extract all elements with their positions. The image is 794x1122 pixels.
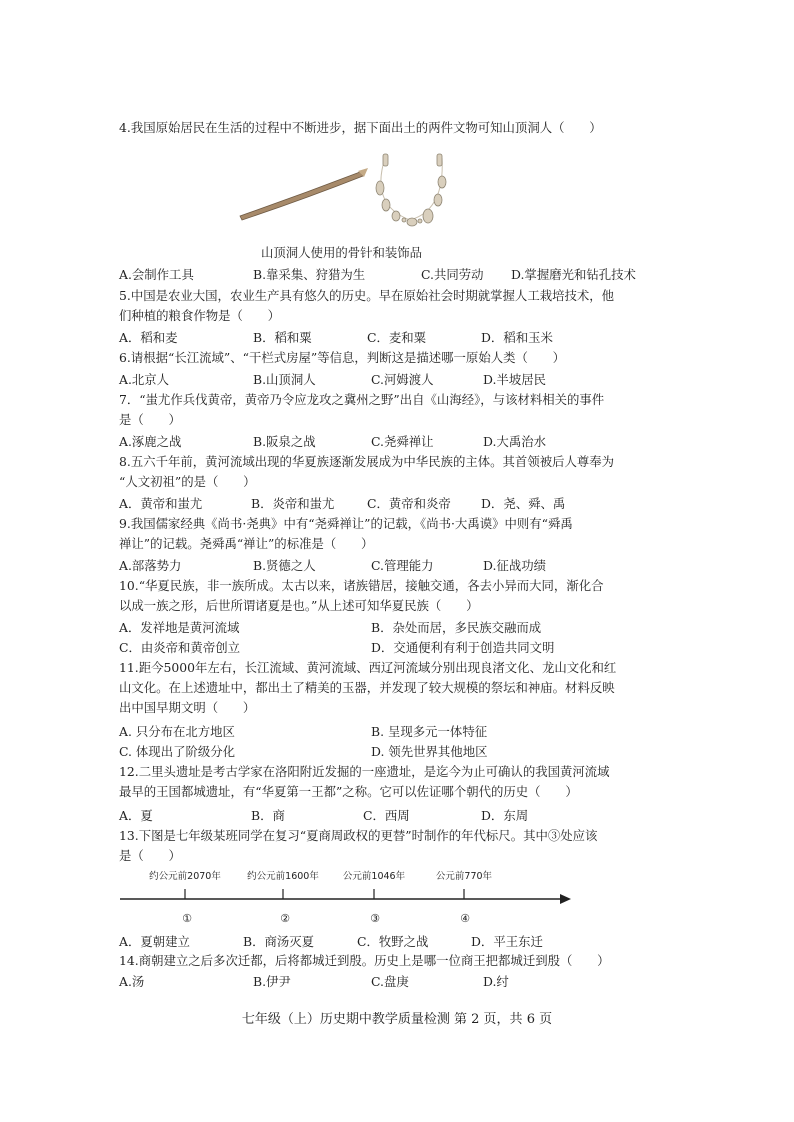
q4-caption: 山顶洞人使用的骨针和装饰品: [261, 245, 423, 260]
q10-stem-line2: 以成一族之形，后世所谓诸夏是也。”从上述可知华夏民族（ ）: [119, 598, 479, 613]
q6-option-d[interactable]: D.半坡居民: [483, 372, 546, 387]
q10-options-row2: [119, 638, 679, 658]
q12-options: [119, 806, 679, 826]
q8-option-a[interactable]: A．黄帝和蚩尤: [119, 496, 203, 511]
q14-stem: 14.商朝建立之后多次迁都，后将都城迁到殷。历史上是哪一位商王把都城迁到殷（ ）: [119, 953, 610, 968]
q5-option-c[interactable]: C．麦和粟: [367, 330, 427, 345]
necklace-icon: [376, 154, 446, 226]
q11-stem-line1: 11.距今5000年左右，长江流域、黄河流域、西辽河流域分别出现良渚文化、龙山文化和红: [119, 660, 617, 675]
q5-option-b[interactable]: B．稻和粟: [253, 330, 312, 345]
q9-option-c[interactable]: C.管理能力: [371, 558, 434, 573]
timeline-date-1: 约公元前2070年: [149, 871, 221, 882]
q4-option-b[interactable]: B.靠采集、狩猎为生: [253, 267, 366, 282]
q4-option-a[interactable]: A.会制作工具: [119, 267, 194, 282]
q6-option-a[interactable]: A.北京人: [119, 372, 170, 387]
q4-options: [119, 265, 679, 285]
q9-option-a[interactable]: A.部落势力: [119, 558, 182, 573]
timeline-mark-2: ②: [280, 912, 290, 925]
timeline-mark-1: ①: [182, 912, 192, 925]
q7-option-c[interactable]: C.尧舜禅让: [371, 434, 434, 449]
q10-stem-line1: 10.“华夏民族，非一族所成。太古以来，诸族错居，接触交通，各去小异而大同，渐化合: [119, 578, 604, 593]
timeline-date-3: 公元前1046年: [342, 871, 406, 882]
q10-options-row1: [119, 618, 679, 638]
q13-option-c[interactable]: C．牧野之战: [357, 934, 429, 949]
q11-stem-line3: 出中国早期文明（ ）: [119, 700, 256, 715]
q13-option-b[interactable]: B．商汤灭夏: [243, 934, 315, 949]
q8-stem-line2: “人文初祖”的是（ ）: [119, 474, 256, 489]
q5-stem-line2: 们种植的粮食作物是（ ）: [119, 308, 281, 323]
q14-options: [119, 972, 679, 992]
q10-option-c[interactable]: C．由炎帝和黄帝创立: [119, 640, 240, 655]
q4-option-d[interactable]: D.掌握磨光和钻孔技术: [511, 267, 636, 282]
q7-option-d[interactable]: D.大禹治水: [483, 434, 546, 449]
timeline-date-2: 约公元前1600年: [247, 871, 319, 882]
timeline-diagram: [115, 864, 575, 926]
q11-options-row2: [119, 742, 679, 762]
timeline-mark-3: ③: [370, 912, 380, 925]
q11-option-d[interactable]: D. 领先世界其他地区: [371, 744, 488, 759]
q10-option-d[interactable]: D．交通便利有利于创造共同文明: [371, 640, 555, 655]
q11-option-c[interactable]: C. 体现出了阶级分化: [119, 744, 236, 759]
q9-stem-line1: 9.我国儒家经典《尚书·尧典》中有“尧舜禅让”的记载，《尚书·大禹谟》中则有“舜禹: [119, 516, 573, 531]
page-footer: 七年级（上）历史期中教学质量检测 第 2 页，共 6 页: [241, 1012, 553, 1027]
q7-option-a[interactable]: A.涿鹿之战: [119, 434, 182, 449]
q6-options: [119, 370, 679, 390]
q8-option-b[interactable]: B．炎帝和蚩尤: [251, 496, 335, 511]
q9-option-d[interactable]: D.征战功绩: [483, 558, 546, 573]
q9-stem-line2: 禅让”的记载。尧舜禹“禅让”的标准是（ ）: [119, 536, 374, 551]
q13-options: [119, 932, 679, 952]
timeline-mark-4: ④: [460, 912, 470, 925]
q9-options: [119, 556, 679, 576]
q14-option-c[interactable]: C.盘庚: [371, 974, 409, 989]
bone-needle-icon: [240, 168, 368, 220]
q13-option-d[interactable]: D．平王东迁: [471, 934, 543, 949]
q12-option-a[interactable]: A．夏: [119, 808, 153, 823]
q12-stem-line2: 最早的王国都城遗址，有“华夏第一王都”之称。它可以佐证哪个朝代的历史（ ）: [119, 784, 578, 799]
q12-option-c[interactable]: C．西周: [363, 808, 410, 823]
timeline-date-4: 公元前770年: [435, 871, 493, 882]
q14-option-a[interactable]: A.汤: [119, 974, 145, 989]
q13-option-a[interactable]: A．夏朝建立: [119, 934, 190, 949]
q11-option-a[interactable]: A. 只分布在北方地区: [119, 724, 235, 739]
q6-stem: 6.请根据“长江流域”、“干栏式房屋”等信息，判断这是描述哪一原始人类（ ）: [119, 350, 566, 365]
q6-option-b[interactable]: B.山顶洞人: [253, 372, 316, 387]
q4-stem: 4.我国原始居民在生活的过程中不断进步，据下面出土的两件文物可知山顶洞人（ ）: [119, 120, 602, 135]
q8-stem-line1: 8.五六千年前，黄河流域出现的华夏族逐渐发展成为中华民族的主体。其首领被后人尊奉为: [119, 454, 615, 469]
artifact-images: [230, 150, 480, 235]
q12-option-d[interactable]: D．东周: [481, 808, 529, 823]
q8-option-c[interactable]: C．黄帝和炎帝: [367, 496, 451, 511]
q7-option-b[interactable]: B.阪泉之战: [253, 434, 316, 449]
q6-option-c[interactable]: C.河姆渡人: [371, 372, 434, 387]
q7-stem-line1: 7．“蚩尤作兵伐黄帝，黄帝乃令应龙攻之冀州之野”出自《山海经》，与该材料相关的事件: [119, 392, 605, 407]
q8-option-d[interactable]: D．尧、舜、禹: [481, 496, 566, 511]
q13-stem-line2: 是（ ）: [119, 848, 181, 863]
q14-option-d[interactable]: D.纣: [483, 974, 509, 989]
q11-options-row1: [119, 722, 679, 742]
q10-option-a[interactable]: A．发祥地是黄河流域: [119, 620, 240, 635]
q8-options: [119, 494, 679, 514]
q5-stem-line1: 5.中国是农业大国，农业生产具有悠久的历史。早在原始社会时期就掌握人工栽培技术，他: [119, 288, 615, 303]
q9-option-b[interactable]: B.贤德之人: [253, 558, 316, 573]
q5-options: [119, 328, 679, 348]
timeline-arrow-icon: [560, 894, 571, 904]
q11-stem-line2: 山文化。在上述遗址中，都出土了精美的玉器，并发现了较大规模的祭坛和神庙。材料反映: [119, 680, 615, 695]
q11-option-b[interactable]: B. 呈现多元一体特征: [371, 724, 488, 739]
q13-stem-line1: 13.下图是七年级某班同学在复习“夏商周政权的更替”时制作的年代标尺。其中③处应该: [119, 828, 598, 843]
q10-option-b[interactable]: B．杂处而居，多民族交融而成: [371, 620, 542, 635]
q7-options: [119, 432, 679, 452]
q5-option-a[interactable]: A．稻和麦: [119, 330, 178, 345]
q4-option-c[interactable]: C.共同劳动: [421, 267, 484, 282]
q5-option-d[interactable]: D．稻和玉米: [481, 330, 553, 345]
q12-option-b[interactable]: B．商: [251, 808, 285, 823]
q14-option-b[interactable]: B.伊尹: [253, 974, 291, 989]
q12-stem-line1: 12.二里头遗址是考古学家在洛阳附近发掘的一座遗址，是迄今为止可确认的我国黄河流域: [119, 764, 610, 779]
q7-stem-line2: 是（ ）: [119, 412, 181, 427]
